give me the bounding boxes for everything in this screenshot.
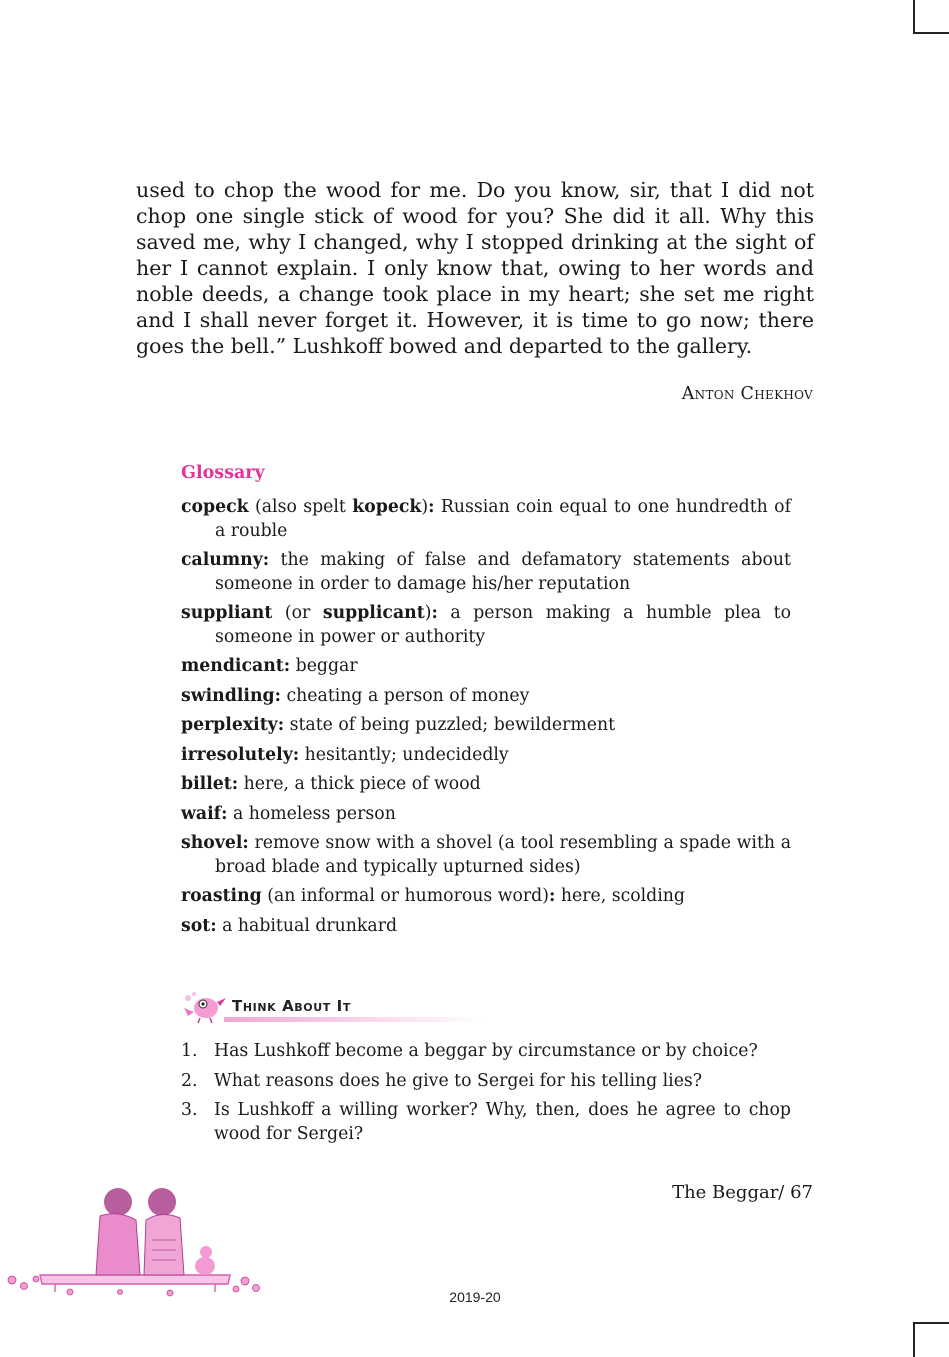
glossary-term: suppliant (181, 603, 273, 623)
question-item (181, 1099, 791, 1146)
story-line: noble deeds, a change took place in my heart; she set me right (136, 282, 814, 306)
glossary-term: kopeck (352, 497, 422, 517)
glossary-note: ) (424, 603, 432, 623)
glossary-definition: the making of false and defamatory statements about someone in order to damage his/her reputation (215, 550, 791, 594)
glossary-definition: hesitantly; undecidedly (299, 744, 509, 765)
bird-icon (180, 988, 228, 1024)
story-line: goes the bell.” Lushkoff bowed and departed to the gallery. (136, 334, 753, 358)
think-about-it-title: Think About It (232, 997, 351, 1015)
glossary-item (181, 685, 791, 709)
question-number: 2. (181, 1070, 198, 1091)
glossary-item (181, 744, 791, 768)
glossary-term: supplicant (322, 603, 425, 623)
glossary-term: billet: (181, 774, 239, 794)
glossary-definition: a habitual drunkard (216, 915, 398, 936)
glossary-definition: remove snow with a shovel (a tool resembling a spade with a broad blade and typically upturned sides) (215, 833, 791, 877)
glossary-note: ) (421, 497, 429, 517)
glossary-definition: Russian coin equal to one hundredth of a rouble (215, 497, 791, 541)
glossary-definition: cheating a person of money (280, 685, 530, 706)
glossary-term: sot: (181, 915, 217, 936)
glossary-list (181, 496, 791, 944)
question-number: 1. (181, 1041, 198, 1061)
glossary-term: roasting (181, 886, 262, 906)
glossary-item (181, 602, 791, 649)
glossary-item (181, 832, 791, 879)
glossary-term: perplexity: (181, 715, 285, 735)
glossary-colon: : (428, 497, 435, 517)
glossary-title: Glossary (181, 463, 265, 483)
story-line: saved me, why I changed, why I stopped drinking at the sight of (136, 230, 814, 254)
glossary-item (181, 655, 791, 679)
glossary-item (181, 549, 791, 596)
think-about-it-heading (180, 988, 490, 1024)
question-text: Has Lushkoff become a beggar by circumstance or by choice? (214, 1041, 758, 1061)
glossary-definition: here, a thick piece of wood (238, 774, 481, 794)
question-number: 3. (181, 1100, 198, 1120)
story-line: her I cannot explain. I only know that, owing to her words and (136, 256, 814, 280)
heading-underline (224, 1017, 484, 1022)
crop-mark-top-right (913, 0, 949, 34)
question-text: Is Lushkoff a willing worker? Why, then, does he agree to chop wood for Sergei? (214, 1100, 791, 1144)
glossary-note: (or (272, 603, 323, 623)
glossary-term: shovel: (181, 833, 249, 853)
question-item (181, 1070, 791, 1094)
children-on-bench-illustration (0, 1180, 270, 1300)
glossary-term: irresolutely: (181, 744, 300, 765)
glossary-item (181, 885, 791, 909)
glossary-item (181, 773, 791, 797)
glossary-definition: beggar (290, 656, 358, 676)
story-text (136, 177, 814, 359)
glossary-term: waif: (181, 803, 228, 824)
glossary-term: swindling: (181, 685, 281, 706)
edition-year: 2019-20 (449, 1289, 501, 1305)
glossary-item (181, 714, 791, 738)
glossary-colon: : (431, 603, 438, 623)
question-list (181, 1040, 791, 1152)
glossary-term: mendicant: (181, 656, 291, 676)
author-name: Anton Chekhov (681, 384, 813, 404)
question-item (181, 1040, 791, 1064)
glossary-item (181, 803, 791, 827)
story-line: chop one single stick of wood for you? She did it all. Why this (136, 204, 814, 228)
glossary-item (181, 496, 791, 543)
glossary-definition: a homeless person (227, 803, 396, 824)
glossary-definition: here, scolding (555, 886, 685, 906)
crop-mark-bottom-right (913, 1322, 949, 1357)
story-line: and I shall never forget it. However, it is time to go now; there (136, 308, 814, 332)
glossary-term: calumny: (181, 550, 270, 570)
glossary-note: (an informal or humorous word) (261, 886, 549, 906)
page-label: The Beggar/ 67 (672, 1182, 813, 1203)
story-line: used to chop the wood for me. Do you know, sir, that I did not (136, 178, 814, 202)
glossary-colon: : (548, 886, 556, 906)
glossary-definition: state of being puzzled; bewilderment (284, 715, 616, 735)
glossary-term: copeck (181, 497, 249, 517)
glossary-definition: a person making a humble plea to someone in power or authority (215, 603, 791, 647)
glossary-item (181, 915, 791, 939)
glossary-note: (also spelt (248, 497, 353, 517)
question-text: What reasons does he give to Sergei for his telling lies? (214, 1070, 703, 1091)
